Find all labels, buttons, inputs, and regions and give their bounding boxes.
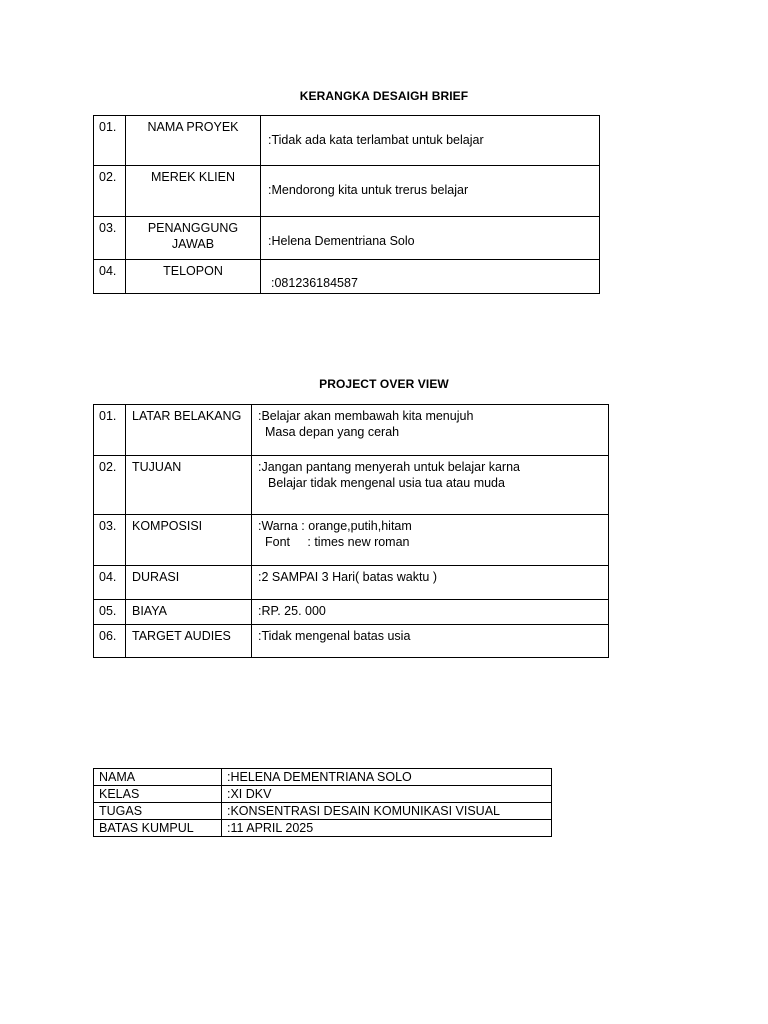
row-number: 06. bbox=[94, 625, 126, 658]
identity-table bbox=[93, 768, 552, 837]
row-value: :2 SAMPAI 3 Hari( batas waktu ) bbox=[252, 566, 609, 600]
row-number: 04. bbox=[94, 566, 126, 600]
row-value: :KONSENTRASI DESAIN KOMUNIKASI VISUAL bbox=[222, 803, 552, 820]
table-row bbox=[94, 625, 609, 658]
row-value: :11 APRIL 2025 bbox=[222, 820, 552, 837]
row-label: TARGET AUDIES bbox=[126, 625, 252, 658]
row-label: TUGAS bbox=[94, 803, 222, 820]
row-label: DURASI bbox=[126, 566, 252, 600]
row-number: 05. bbox=[94, 600, 126, 625]
row-number: 04. bbox=[94, 260, 126, 294]
table-row bbox=[94, 566, 609, 600]
row-value: :081236184587 bbox=[261, 260, 600, 294]
row-value: :Mendorong kita untuk trerus belajar bbox=[261, 166, 600, 217]
table-row bbox=[94, 820, 552, 837]
overview-table bbox=[93, 404, 609, 658]
row-value-line: :Belajar akan membawah kita menujuh bbox=[258, 409, 474, 423]
table-row bbox=[94, 600, 609, 625]
brief-table bbox=[93, 115, 600, 294]
row-label: NAMA PROYEK bbox=[126, 116, 261, 166]
table-row bbox=[94, 166, 600, 217]
row-label: TELOPON bbox=[126, 260, 261, 294]
row-number: 03. bbox=[94, 217, 126, 260]
row-value: :Helena Dementriana Solo bbox=[261, 217, 600, 260]
row-label bbox=[126, 217, 261, 260]
row-label-line: PENANGGUNG bbox=[147, 221, 239, 235]
row-number: 02. bbox=[94, 456, 126, 515]
brief-title: KERANGKA DESAIGH BRIEF bbox=[299, 89, 469, 103]
row-number: 03. bbox=[94, 515, 126, 566]
row-value-line: :Jangan pantang menyerah untuk belajar karna bbox=[258, 460, 520, 474]
table-row bbox=[94, 116, 600, 166]
row-label-line: JAWAB bbox=[171, 237, 215, 251]
table-row bbox=[94, 217, 600, 260]
table-row bbox=[94, 786, 552, 803]
row-label: TUJUAN bbox=[126, 456, 252, 515]
row-label: MEREK KLIEN bbox=[126, 166, 261, 217]
row-value: :RP. 25. 000 bbox=[252, 600, 609, 625]
row-number: 02. bbox=[94, 166, 126, 217]
row-number: 01. bbox=[94, 116, 126, 166]
row-value-line: :Warna : orange,putih,hitam bbox=[258, 519, 412, 533]
table-row bbox=[94, 405, 609, 456]
table-row bbox=[94, 803, 552, 820]
row-label: BATAS KUMPUL bbox=[94, 820, 222, 837]
row-value bbox=[252, 515, 609, 566]
overview-title: PROJECT OVER VIEW bbox=[319, 377, 449, 391]
row-value-line: Masa depan yang cerah bbox=[265, 425, 400, 439]
table-row bbox=[94, 456, 609, 515]
row-value: :Tidak mengenal batas usia bbox=[252, 625, 609, 658]
row-label: NAMA bbox=[94, 769, 222, 786]
row-value: :HELENA DEMENTRIANA SOLO bbox=[222, 769, 552, 786]
row-value: :Tidak ada kata terlambat untuk belajar bbox=[261, 116, 600, 166]
table-row bbox=[94, 515, 609, 566]
row-number: 01. bbox=[94, 405, 126, 456]
row-value bbox=[252, 405, 609, 456]
row-value bbox=[252, 456, 609, 515]
row-value-line: Belajar tidak mengenal usia tua atau muda bbox=[268, 476, 505, 490]
row-value: :XI DKV bbox=[222, 786, 552, 803]
table-row bbox=[94, 260, 600, 294]
row-label: KELAS bbox=[94, 786, 222, 803]
row-label: KOMPOSISI bbox=[126, 515, 252, 566]
row-label: LATAR BELAKANG bbox=[126, 405, 252, 456]
row-value-line: Font : times new roman bbox=[265, 535, 410, 549]
table-row bbox=[94, 769, 552, 786]
row-label: BIAYA bbox=[126, 600, 252, 625]
